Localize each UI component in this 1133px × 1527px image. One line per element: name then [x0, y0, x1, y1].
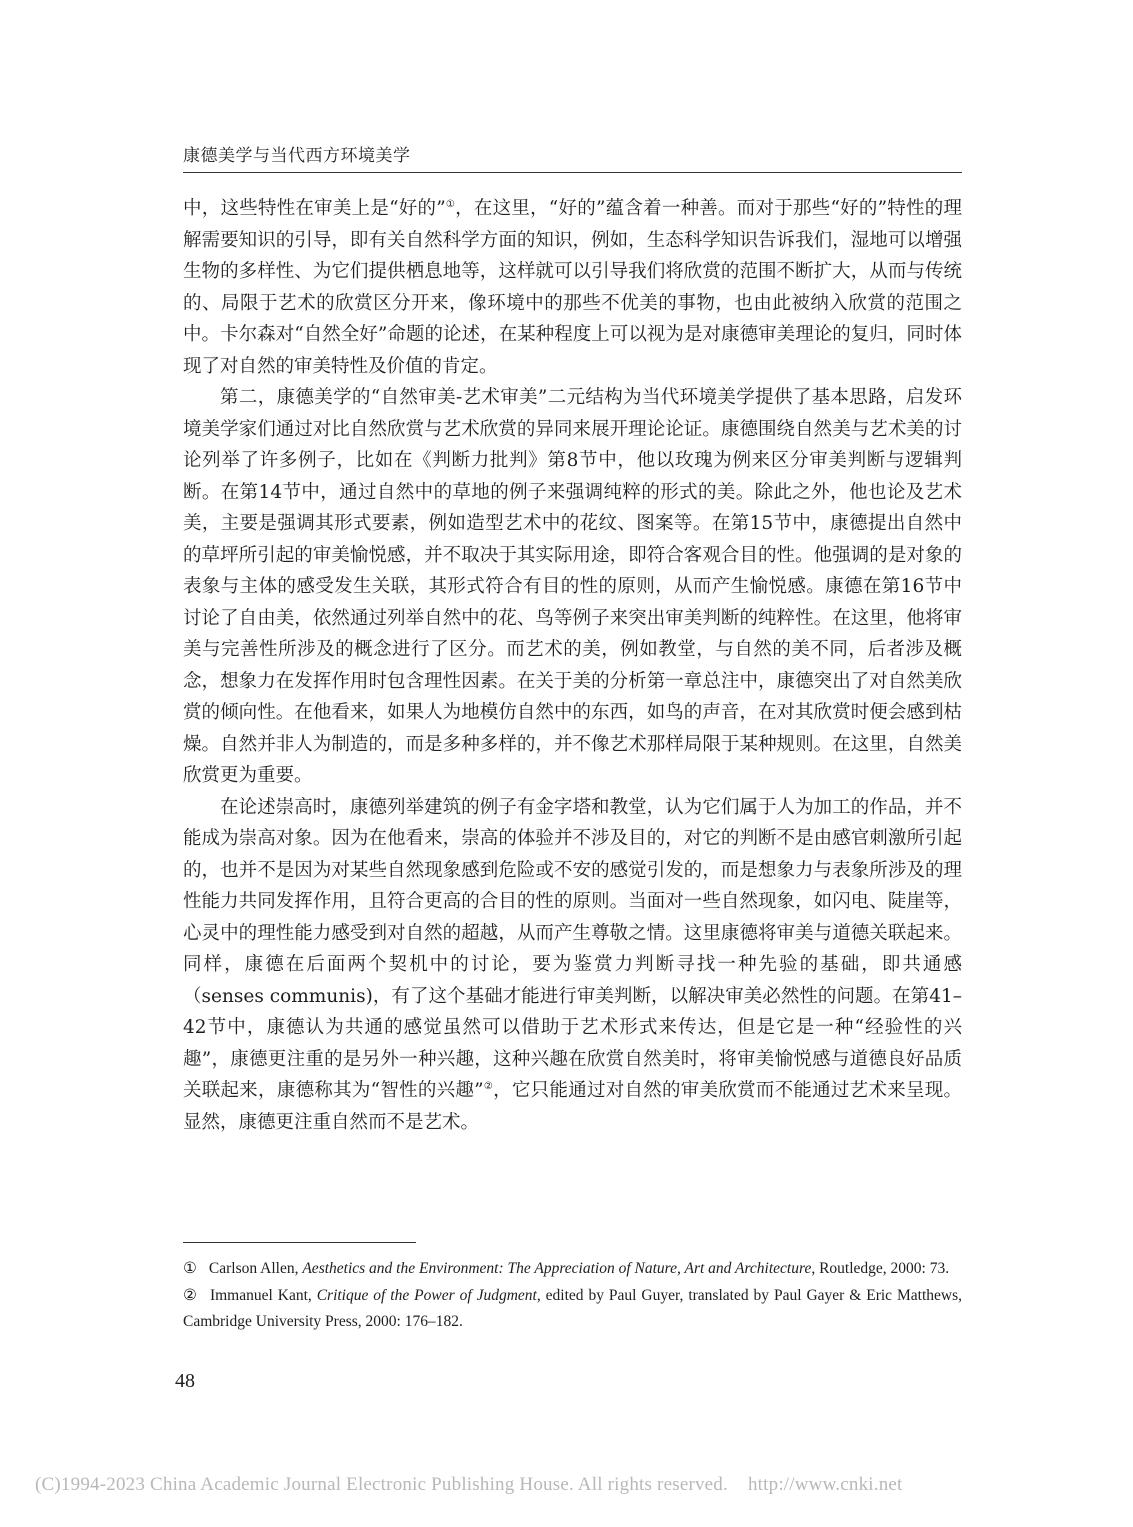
footnote-2-publisher: , edited by Paul Guyer, translated by Paul Gayer & Eric Matthews, Cambridge University Press, 2000: 176–182. [183, 1287, 962, 1330]
footnote-1-mark: ① [183, 1260, 197, 1277]
paragraph-3 [183, 792, 962, 1139]
paragraph-2: 第二，康德美学的“自然审美-艺术审美”二元结构为当代环境美学提供了基本思路，启发环境美学家们通过对比自然欣赏与艺术欣赏的异同来展开理论论证。康德围绕自然美与艺术美的讨论列举了许多例子，比如在《判断力批判》第8节中，他以玫瑰为例来区分审美判断与逻辑判断。在第14节中，通过自然中的草地的例子来强调纯粹的形式的美。除此之外，他也论及艺术美，主要是强调其形式要素，例如造型艺术中的花纹、图案等。在第15节中，康德提出自然中的草坪所引起的审美愉悦感，并不取决于其实际用途，即符合客观合目的性。他强调的是对象的表象与主体的感受发生关联，其形式符合有目的性的原则，从而产生愉悦感。康德在第16节中讨论了自由美，依然通过列举自然中的花、鸟等例子来突出审美判断的纯粹性。在这里，他将审美与完善性所涉及的概念进行了区分。而艺术的美，例如教堂，与自然的美不同，后者涉及概念，想象力在发挥作用时包含理性因素。在关于美的分析第一章总注中，康德突出了对自然美欣赏的倾向性。在他看来，如果人为地模仿自然中的东西，如鸟的声音，在对其欣赏时便会感到枯燥。自然并非人为制造的，而是多种多样的，并不像艺术那样局限于某种规则。在这里，自然美欣赏更为重要。 [183, 387, 962, 786]
paragraph-3-text-a: 在论述崇高时，康德列举建筑的例子有金字塔和教堂，认为它们属于人为加工的作品，并不能成为崇高对象。因为在他看来，崇高的体验并不涉及目的，对它的判断不是由感官刺激所引起的，也并不是因为对某些自然现象感到危险或不安的感觉引发的，而是想象力与表象所涉及的理性能力共同发挥作用，且符合更高的合目的性的原则。当面对一些自然现象，如闪电、陡崖等，心灵中的理性能力感受到对自然的超越，从而产生尊敬之情。这里康德将审美与道德关联起来。同样，康德在后面两个契机中的讨论，要为鉴赏力判断寻找一种先验的基础，即共通感（senses communis)，有了这个基础才能进行审美判断，以解决审美必然性的问题。在第41–42节中，康德认为共通的感觉虽然可以借助于艺术形式来传达，但是它是一种“经验性的兴趣”，康德更注重的是另外一种兴趣，这种兴趣在欣赏自然美时，将审美愉悦感与道德良好品质关联起来，康德称其为“智性的兴趣” [183, 796, 962, 1101]
paragraph-1-text-a: 中，这些特性在审美上是“好的” [183, 198, 446, 219]
footnote-ref-1[interactable]: ① [445, 198, 456, 210]
header-rule [183, 172, 962, 173]
body-text [183, 193, 962, 1138]
footnote-ref-2[interactable]: ② [483, 1080, 494, 1092]
footnote-1-author: Carlson Allen, [208, 1260, 303, 1277]
footnote-1-publisher: , Routledge, 2000: 73. [811, 1260, 950, 1277]
footnote-1 [183, 1256, 962, 1282]
paragraph-3-text-b: ，它只能通过对自然的审美欣赏而不能通过艺术来呈现。显然，康德更注重自然而不是艺术。 [183, 1080, 962, 1133]
page-number: 48 [175, 1370, 195, 1392]
footnote-2-mark: ② [183, 1287, 198, 1304]
footnote-1-title: Aesthetics and the Environment: The Appreciation of Nature, Art and Architecture [302, 1260, 812, 1277]
paragraph-1 [183, 193, 962, 382]
footnote-2-author: Immanuel Kant, [209, 1287, 317, 1304]
footnote-2-title: Critique of the Power of Judgment [316, 1287, 537, 1304]
copyright-url[interactable]: http://www.cnki.net [747, 1474, 903, 1495]
paragraph-1-text-b: ，在这里，“好的”蕴含着一种善。而对于那些“好的”特性的理解需要知识的引导，即有关自然科学方面的知识，例如，生态科学知识告诉我们，湿地可以增强生物的多样性、为它们提供栖息地等，这样就可以引导我们将欣赏的范围不断扩大，从而与传统的、局限于艺术的欣赏区分开来，像环境中的那些不优美的事物，也由此被纳入欣赏的范围之中。卡尔森对“自然全好”命题的论述，在某种程度上可以视为是对康德审美理论的复归，同时体现了对自然的审美特性及价值的肯定。 [183, 198, 962, 377]
footnote-rule [183, 1242, 416, 1243]
footnote-2 [183, 1283, 962, 1335]
copyright-text: (C)1994-2023 China Academic Journal Electronic Publishing House. All rights reserved. [35, 1474, 728, 1495]
footnotes [183, 1256, 962, 1336]
running-header-title: 康德美学与当代西方环境美学 [183, 146, 411, 166]
copyright-watermark [35, 1474, 903, 1496]
